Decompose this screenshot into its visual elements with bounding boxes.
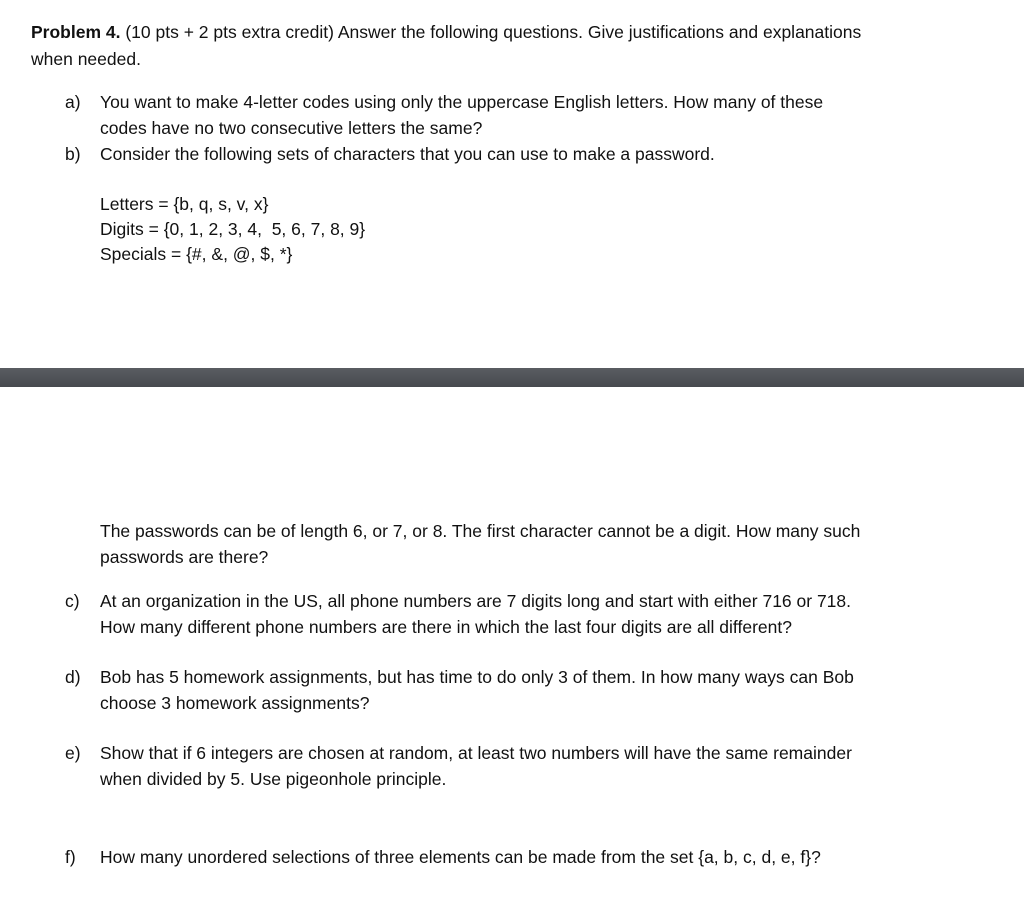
part-a-label: a) bbox=[65, 92, 81, 112]
set-letters: Letters = {b, q, s, v, x} bbox=[100, 194, 269, 214]
part-e-line1: Show that if 6 integers are chosen at random, at least two numbers will have the same remainder bbox=[100, 743, 852, 763]
part-b-label: b) bbox=[65, 144, 81, 164]
part-f-label: f) bbox=[65, 847, 76, 867]
part-b-cont-line2: passwords are there? bbox=[100, 547, 269, 567]
part-a-line2: codes have no two consecutive letters the same? bbox=[100, 118, 483, 138]
part-c-line2: How many different phone numbers are there in which the last four digits are all different? bbox=[100, 617, 792, 637]
problem-intro-line2: when needed. bbox=[31, 49, 141, 69]
set-digits: Digits = {0, 1, 2, 3, 4, 5, 6, 7, 8, 9} bbox=[100, 219, 366, 239]
part-b-cont-line1: The passwords can be of length 6, or 7, or 8. The first character cannot be a digit. How many such bbox=[100, 521, 861, 541]
part-a-line1: You want to make 4-letter codes using only the uppercase English letters. How many of these bbox=[100, 92, 824, 112]
part-c-line1: At an organization in the US, all phone numbers are 7 digits long and start with either 716 or 718. bbox=[100, 591, 852, 611]
part-d-line2: choose 3 homework assignments? bbox=[100, 693, 370, 713]
problem-heading: Problem 4. bbox=[31, 22, 121, 42]
part-d-line1: Bob has 5 homework assignments, but has time to do only 3 of them. In how many ways can Bob bbox=[100, 667, 854, 687]
part-f-line1: How many unordered selections of three elements can be made from the set {a, b, c, d, e, f}? bbox=[100, 847, 821, 867]
page-divider bbox=[0, 368, 1024, 387]
part-e-line2: when divided by 5. Use pigeonhole principle. bbox=[100, 769, 447, 789]
problem-intro bbox=[31, 19, 861, 45]
problem-intro-text: (10 pts + 2 pts extra credit) Answer the following questions. Give justifications and explanations bbox=[120, 22, 862, 42]
part-b-line1: Consider the following sets of characters that you can use to make a password. bbox=[100, 144, 715, 164]
set-specials: Specials = {#, &, @, $, *} bbox=[100, 244, 293, 264]
part-d-label: d) bbox=[65, 667, 81, 687]
part-c-label: c) bbox=[65, 591, 80, 611]
part-e-label: e) bbox=[65, 743, 81, 763]
